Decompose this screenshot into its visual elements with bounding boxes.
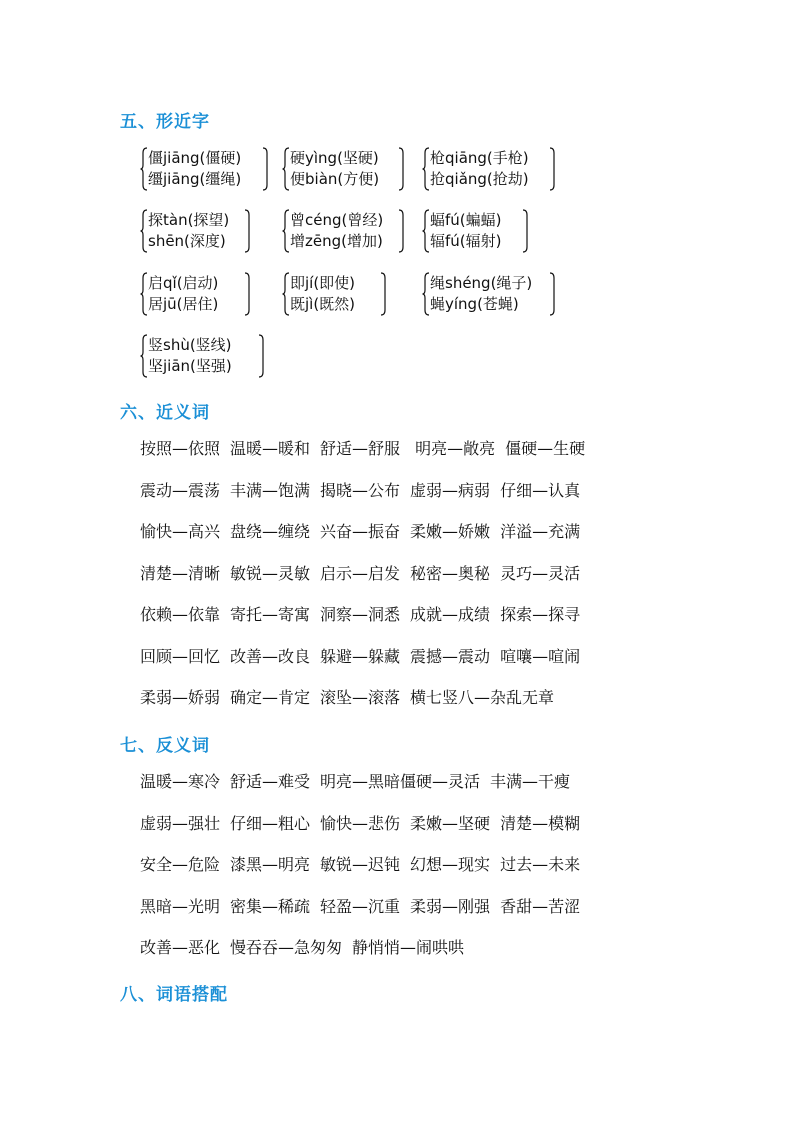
antonym-pair: 过去—未来	[500, 855, 581, 874]
synonyms-row	[140, 563, 590, 585]
synonym-pair: 寄托—寄寓	[230, 605, 311, 624]
antonyms-row	[140, 813, 590, 835]
antonyms-row	[140, 896, 590, 918]
antonym-pair: 改善—恶化	[140, 938, 221, 957]
similar-char-entry: 便biàn(方便)	[290, 170, 380, 188]
similar-char-entry: 竖shù(竖线)	[148, 336, 232, 354]
synonym-pair: 洋溢—充满	[500, 522, 581, 541]
synonym-pair: 柔弱—娇弱	[140, 688, 221, 707]
synonym-pair: 回顾—回忆	[140, 646, 221, 666]
synonyms-row	[140, 646, 590, 668]
similar-char-group	[140, 272, 252, 316]
synonym-pair: 舒适—舒服	[320, 439, 401, 458]
similar-char-entry: 启qǐ(启动)	[148, 274, 219, 292]
synonym-pair: 温暖—暖和	[230, 439, 311, 458]
antonym-pair: 舒适—难受	[230, 772, 311, 791]
antonym-pair: 仔细—粗心	[230, 813, 311, 833]
right-brace-icon	[262, 147, 270, 191]
right-brace-icon	[549, 147, 557, 191]
synonym-pair: 虚弱—病弱	[410, 480, 491, 500]
synonyms-row	[140, 438, 595, 460]
synonym-pair: 柔嫩—娇嫩	[410, 522, 491, 541]
synonym-pair: 启示—启发	[320, 563, 401, 583]
similar-char-entry: 即jí(即使)	[290, 274, 356, 292]
right-brace-icon	[258, 334, 266, 378]
synonym-pair: 震撼—震动	[410, 646, 491, 666]
antonym-pair: 敏锐—迟钝	[320, 855, 401, 874]
similar-char-entry: 缰jiāng(缰绳)	[148, 170, 242, 188]
section-title-synonyms: 六、近义词	[120, 403, 210, 423]
similar-char-entry: shēn(深度)	[148, 232, 226, 250]
synonym-pair: 横七竖八—杂乱无章	[410, 688, 555, 707]
section-title-antonyms: 七、反义词	[120, 736, 210, 756]
synonym-pair: 洞察—洞悉	[320, 605, 401, 624]
similar-char-group	[140, 334, 266, 378]
antonym-pair: 愉快—悲伤	[320, 813, 401, 833]
similar-char-entry: 居jū(居住)	[148, 295, 219, 313]
synonym-pair: 僵硬—生硬	[505, 439, 586, 458]
similar-char-group	[422, 147, 557, 191]
right-brace-icon	[398, 209, 406, 253]
similar-char-entry: 硬yìng(坚硬)	[290, 149, 379, 167]
synonym-pair: 盘绕—缠绕	[230, 522, 311, 541]
synonym-pair: 滚坠—滚落	[320, 688, 401, 707]
antonym-pair: 慢吞吞—急匆匆	[230, 938, 343, 957]
antonyms-row	[140, 937, 474, 959]
right-brace-icon	[522, 209, 530, 253]
right-brace-icon	[244, 209, 252, 253]
similar-char-entry: 绳shéng(绳子)	[430, 274, 533, 292]
antonym-pair: 漆黑—明亮	[230, 855, 311, 874]
similar-char-entry: 抢qiǎng(抢劫)	[430, 170, 529, 188]
right-brace-icon	[549, 272, 557, 316]
right-brace-icon	[380, 272, 388, 316]
synonym-pair: 清楚—清晰	[140, 563, 221, 583]
antonym-pair: 轻盈—沉重	[320, 896, 401, 916]
right-brace-icon	[244, 272, 252, 316]
left-brace-icon	[422, 272, 430, 316]
antonym-pair: 静悄悄—闹哄哄	[352, 938, 465, 957]
left-brace-icon	[140, 147, 148, 191]
left-brace-icon	[422, 147, 430, 191]
synonym-pair: 愉快—高兴	[140, 522, 221, 541]
synonym-pair: 明亮—敞亮	[410, 439, 496, 458]
antonym-pair: 幻想—现实	[410, 855, 491, 874]
synonyms-row	[140, 687, 564, 709]
synonym-pair: 秘密—奥秘	[410, 563, 491, 583]
synonym-pair: 确定—肯定	[230, 688, 311, 707]
antonym-pair: 香甜—苦涩	[500, 896, 581, 916]
antonym-pair: 温暖—寒冷	[140, 772, 221, 791]
antonym-pair: 密集—稀疏	[230, 896, 311, 916]
similar-char-entry: 辐fú(辐射)	[430, 232, 502, 250]
synonym-pair: 按照—依照	[140, 439, 221, 458]
synonym-pair: 喧嚷—喧闹	[500, 646, 581, 666]
antonym-pair: 丰满—干瘦	[490, 772, 571, 791]
similar-char-entry: 蝠fú(蝙蝠)	[430, 211, 502, 229]
synonyms-row	[140, 604, 590, 626]
left-brace-icon	[140, 209, 148, 253]
synonym-pair: 躲避—躲藏	[320, 646, 401, 666]
synonym-pair: 改善—改良	[230, 646, 311, 666]
synonym-pair: 敏锐—灵敏	[230, 563, 311, 583]
antonym-pair: 虚弱—强壮	[140, 813, 221, 833]
synonym-pair: 探索—探寻	[500, 605, 581, 624]
section-title-similar-chars: 五、形近字	[120, 112, 210, 132]
synonym-pair: 仔细—认真	[500, 480, 581, 500]
similar-char-group	[422, 272, 557, 316]
synonym-pair: 揭晓—公布	[320, 480, 401, 500]
similar-char-entry: 探tàn(探望)	[148, 211, 230, 229]
left-brace-icon	[422, 209, 430, 253]
similar-char-group	[282, 209, 406, 253]
similar-char-entry: 蝇yíng(苍蝇)	[430, 295, 519, 313]
similar-char-group	[282, 147, 406, 191]
similar-char-group	[140, 209, 252, 253]
right-brace-icon	[398, 147, 406, 191]
antonym-pair: 明亮—黑暗僵硬—灵活	[320, 772, 481, 791]
similar-char-group	[282, 272, 388, 316]
antonym-pair: 柔嫩—坚硬	[410, 813, 491, 833]
left-brace-icon	[282, 209, 290, 253]
antonym-pair: 清楚—模糊	[500, 813, 581, 833]
similar-char-entry: 枪qiāng(手枪)	[430, 149, 529, 167]
similar-char-entry: 增zēng(增加)	[290, 232, 383, 250]
antonyms-row	[140, 854, 590, 876]
left-brace-icon	[140, 272, 148, 316]
synonym-pair: 成就—成绩	[410, 605, 491, 624]
similar-char-entry: 既jì(既然)	[290, 295, 356, 313]
antonyms-row	[140, 771, 580, 793]
synonym-pair: 震动—震荡	[140, 480, 221, 500]
antonym-pair: 柔弱—刚强	[410, 896, 491, 916]
antonym-pair: 黑暗—光明	[140, 896, 221, 916]
similar-char-entry: 曾céng(曾经)	[290, 211, 384, 229]
left-brace-icon	[282, 147, 290, 191]
similar-char-entry: 坚jiān(坚强)	[148, 357, 232, 375]
similar-char-group	[140, 147, 270, 191]
synonym-pair: 依赖—依靠	[140, 605, 221, 624]
antonym-pair: 安全—危险	[140, 855, 221, 874]
synonym-pair: 灵巧—灵活	[500, 563, 581, 583]
synonym-pair: 兴奋—振奋	[320, 522, 401, 541]
similar-char-entry: 僵jiāng(僵硬)	[148, 149, 242, 167]
synonym-pair: 丰满—饱满	[230, 480, 311, 500]
section-title-word-collocation: 八、词语搭配	[120, 985, 228, 1005]
synonyms-row	[140, 521, 590, 543]
left-brace-icon	[140, 334, 148, 378]
synonyms-row	[140, 480, 590, 502]
similar-char-group	[422, 209, 530, 253]
left-brace-icon	[282, 272, 290, 316]
